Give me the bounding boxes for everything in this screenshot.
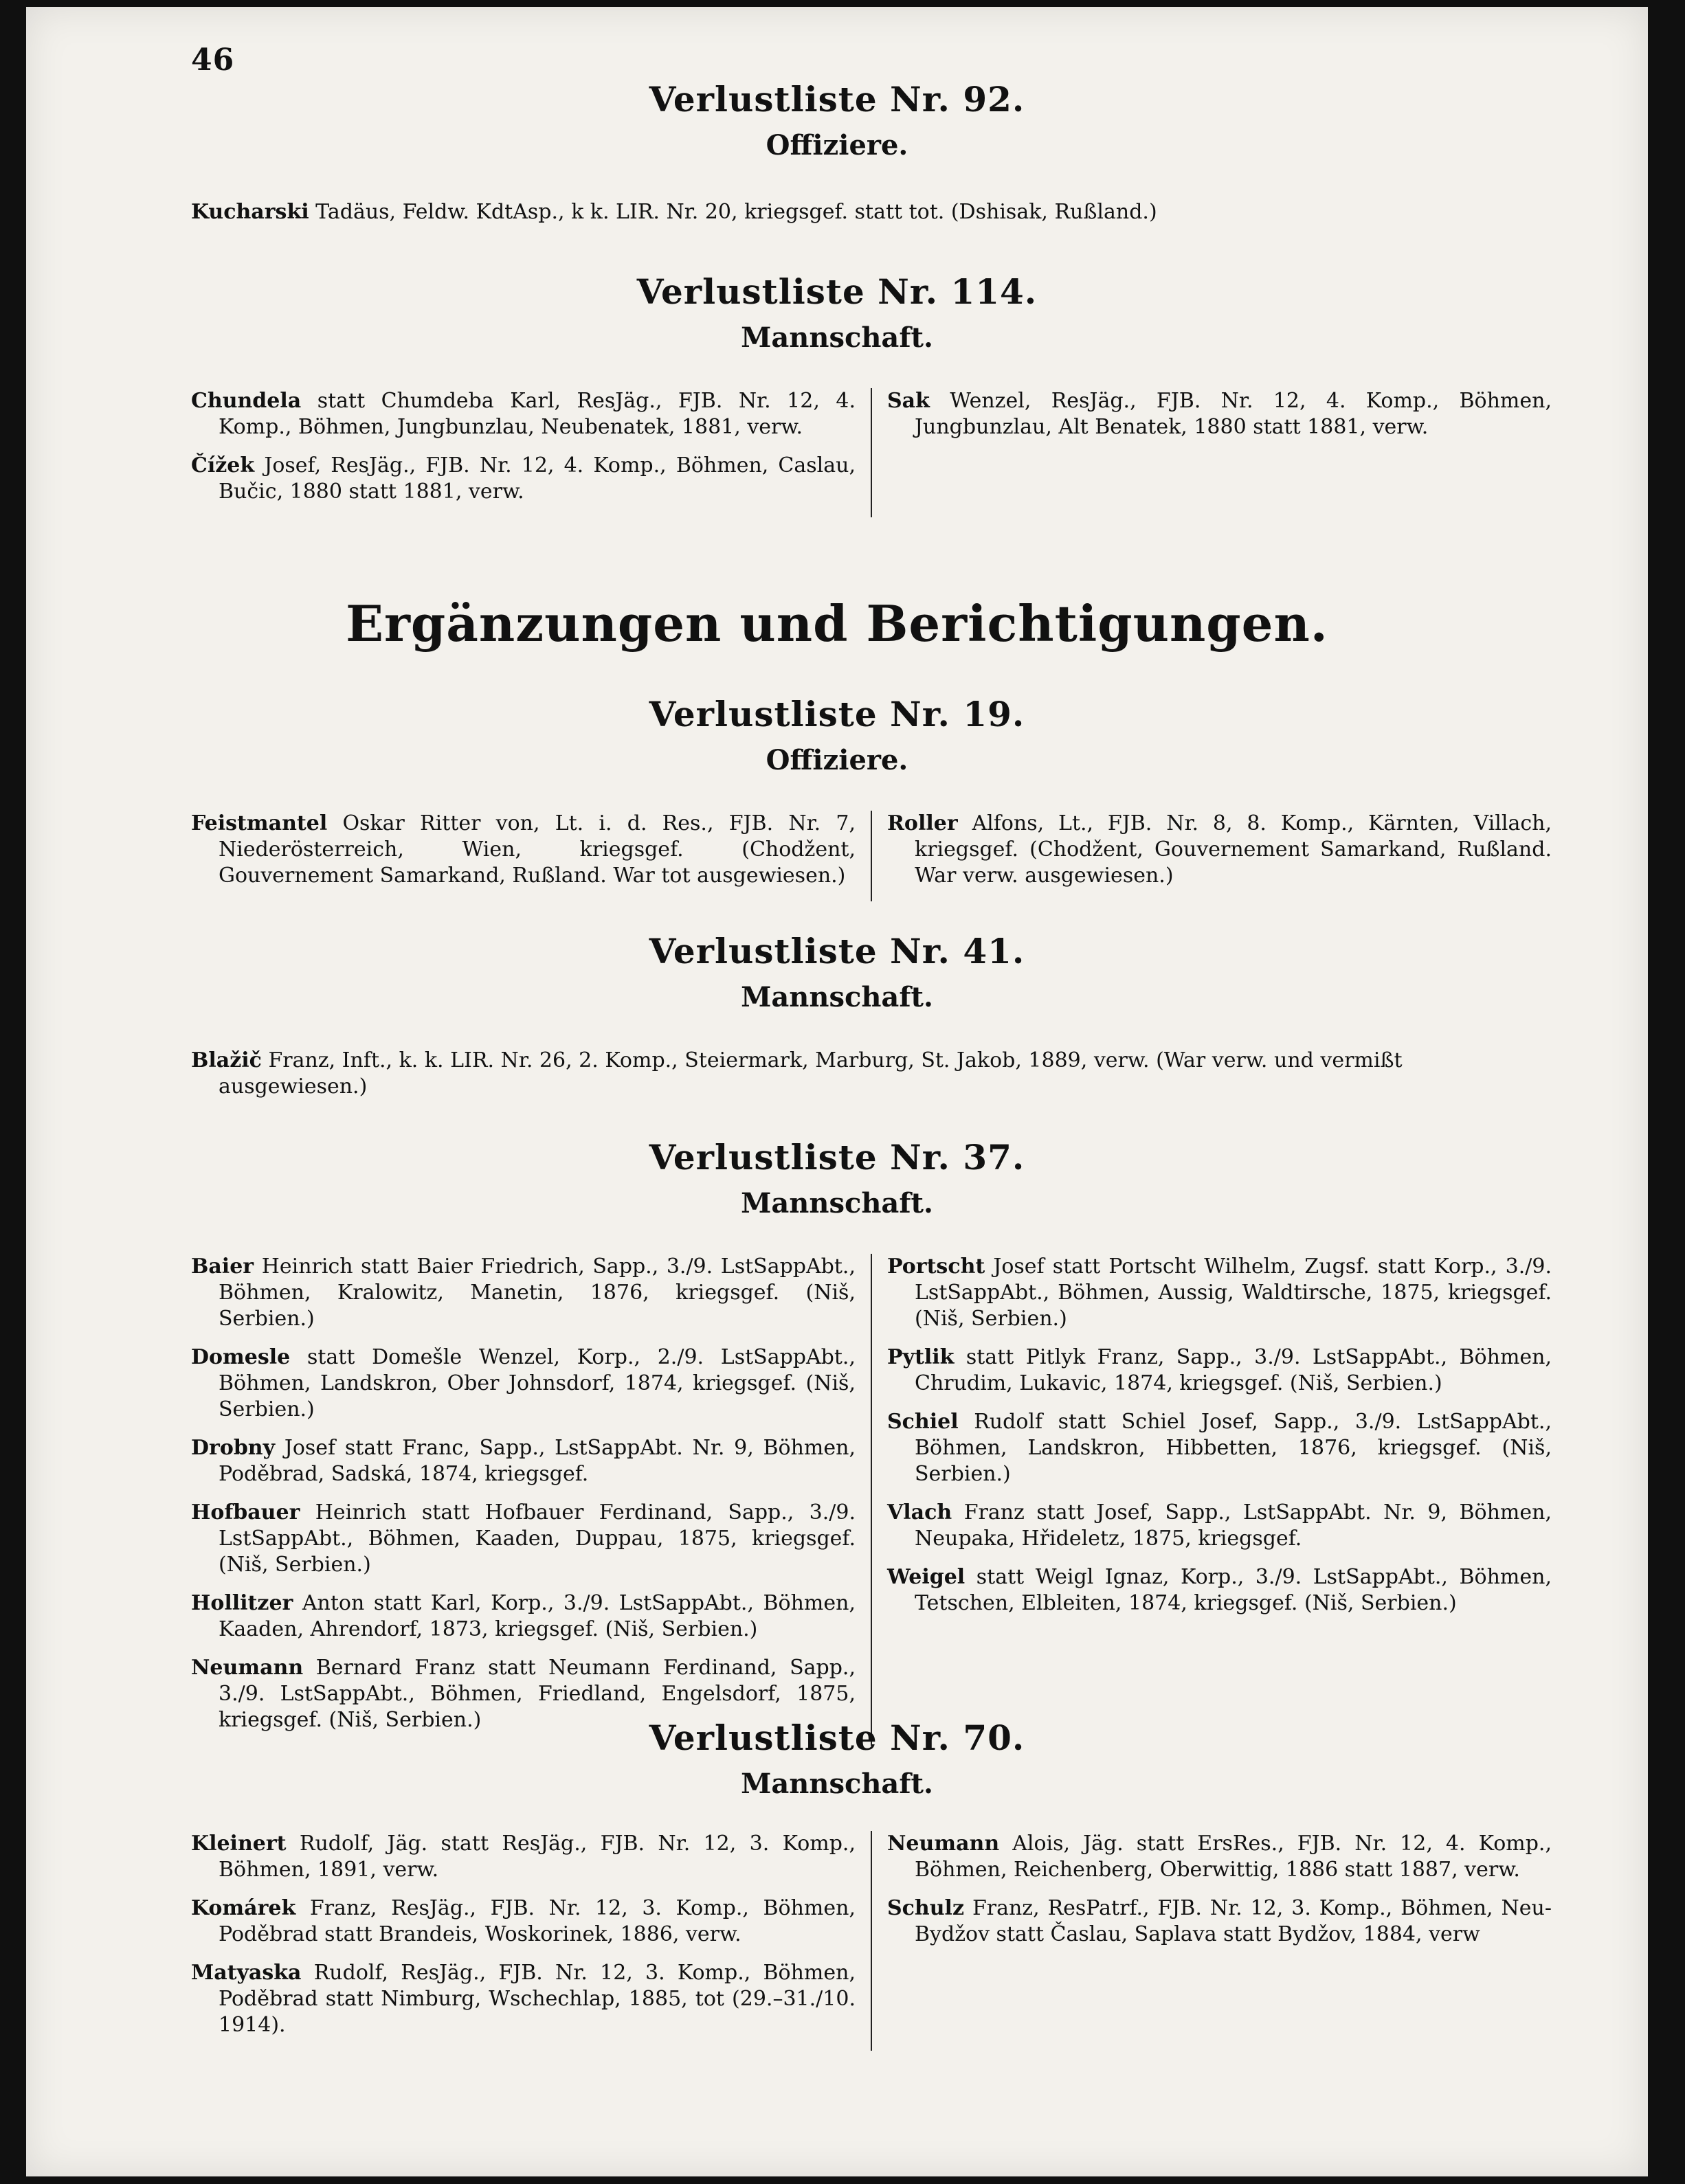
list-70-columns	[191, 1831, 1552, 2051]
entry-text: Wenzel, ResJäg., FJB. Nr. 12, 4. Komp., Böhmen, Jungbunzlau, Alt Benatek, 1880 statt 1881, verw.	[915, 389, 1552, 439]
list-item	[191, 1895, 856, 1948]
document-page	[26, 7, 1648, 2176]
list-item	[191, 1590, 856, 1643]
list-item	[887, 1344, 1552, 1397]
entry-text: Franz statt Josef, Sapp., LstSappAbt. Nr. 9, Böhmen, Neupaka, Hřideletz, 1875, kriegsgef.	[915, 1500, 1552, 1551]
left-column	[191, 811, 872, 901]
entry-name: Matyaska	[191, 1961, 302, 1985]
list-114-title: Verlustliste Nr. 114.	[636, 271, 1038, 312]
right-column	[872, 388, 1552, 517]
list-item	[887, 1831, 1552, 1883]
entry-name: Weigel	[887, 1565, 966, 1589]
list-70-section: Mannschaft.	[741, 1768, 933, 1800]
entry-name: Drobny	[191, 1436, 276, 1460]
list-92-header	[26, 79, 1648, 161]
list-item	[191, 199, 1552, 225]
entry-name: Baier	[191, 1254, 254, 1279]
list-item	[191, 811, 856, 889]
entry-text: Alois, Jäg. statt ErsRes., FJB. Nr. 12, 4. Komp., Böhmen, Reichenberg, Oberwittig, 1886 statt 1887, verw.	[915, 1832, 1552, 1882]
entry-name: Hollitzer	[191, 1591, 293, 1615]
main-title: Ergänzungen und Berichtigungen.	[346, 594, 1328, 653]
entry-text: Josef statt Portscht Wilhelm, Zugsf. statt Korp., 3./9. LstSappAbt., Böhmen, Aussig, Waldtirsche, 1875, kriegsgef. (Niš, Serbien.)	[915, 1254, 1552, 1331]
entry-text: Anton statt Karl, Korp., 3./9. LstSappAbt., Böhmen, Kaaden, Ahrendorf, 1873, kriegsgef. (Niš, Serbien.)	[219, 1591, 856, 1641]
page-number: 46	[191, 43, 235, 78]
list-37-header	[26, 1137, 1648, 1219]
entry-name: Portscht	[887, 1254, 985, 1279]
entry-text: Franz, ResJäg., FJB. Nr. 12, 3. Komp., Böhmen, Poděbrad statt Brandeis, Woskorinek, 1886, verw.	[219, 1896, 856, 1946]
list-item	[887, 1895, 1552, 1948]
list-70-header	[26, 1718, 1648, 1800]
entry-name: Schiel	[887, 1410, 959, 1434]
list-item	[191, 1344, 856, 1423]
entry-name: Neumann	[887, 1832, 1000, 1856]
entry-text: Josef statt Franc, Sapp., LstSappAbt. Nr. 9, Böhmen, Poděbrad, Sadská, 1874, kriegsgef.	[219, 1436, 856, 1486]
list-item	[887, 1409, 1552, 1487]
list-37-section: Mannschaft.	[741, 1187, 933, 1219]
entry-text: statt Chumdeba Karl, ResJäg., FJB. Nr. 12, 4. Komp., Böhmen, Jungbunzlau, Neubenatek, 1881, verw.	[219, 389, 856, 439]
entry-text: Rudolf, ResJäg., FJB. Nr. 12, 3. Komp., Böhmen, Poděbrad statt Nimburg, Wschechlap, 1885, tot (29.–31./10. 1914).	[219, 1961, 856, 2037]
entry-text: Alfons, Lt., FJB. Nr. 8, 8. Komp., Kärnten, Villach, kriegsgef. (Chodžent, Gouvernement Samarkand, Rußland. War verw. ausgewiesen.)	[915, 811, 1552, 888]
list-item	[191, 1500, 856, 1578]
entry-text: Oskar Ritter von, Lt. i. d. Res., FJB. Nr. 7, Niederösterreich, Wien, kriegsgef. (Chodžent, Gouvernement Samarkand, Rußland. War tot ausgewiesen.)	[219, 811, 856, 888]
entry-name: Hofbauer	[191, 1500, 300, 1524]
list-19-title: Verlustliste Nr. 19.	[649, 694, 1025, 734]
list-41-section: Mannschaft.	[741, 981, 933, 1013]
entry-name: Blažič	[191, 1048, 262, 1072]
entry-text: Franz, Inft., k. k. LIR. Nr. 26, 2. Komp., Steiermark, Marburg, St. Jakob, 1889, verw. (War verw. und vermißt ausgewiesen.)	[219, 1048, 1403, 1099]
list-114-section: Mannschaft.	[741, 322, 933, 354]
entry-text: statt Pitlyk Franz, Sapp., 3./9. LstSappAbt., Böhmen, Chrudim, Lukavic, 1874, kriegsgef. (Niš, Serbien.)	[915, 1345, 1552, 1395]
entry-text: Heinrich statt Hofbauer Ferdinand, Sapp., 3./9. LstSappAbt., Böhmen, Kaaden, Duppau, 1875, kriegsgef. (Niš, Serbien.)	[219, 1500, 856, 1577]
list-19-columns	[191, 811, 1552, 901]
list-item	[191, 1048, 1552, 1100]
entry-text: statt Weigl Ignaz, Korp., 3./9. LstSappAbt., Böhmen, Tetschen, Elbleiten, 1874, kriegsgef. (Niš, Serbien.)	[915, 1565, 1552, 1615]
entry-name: Feistmantel	[191, 811, 328, 835]
entry-name: Pytlik	[887, 1345, 955, 1369]
list-41-header	[26, 931, 1648, 1013]
entry-name: Komárek	[191, 1896, 296, 1920]
list-item	[887, 811, 1552, 889]
list-item	[191, 1831, 856, 1883]
entry-name: Domesle	[191, 1345, 291, 1369]
entry-text: Josef, ResJäg., FJB. Nr. 12, 4. Komp., Böhmen, Caslau, Bučic, 1880 statt 1881, verw.	[219, 453, 856, 504]
list-item	[887, 1254, 1552, 1332]
entry-text: Franz, ResPatrf., FJB. Nr. 12, 3. Komp., Böhmen, Neu-Bydžov statt Časlau, Saplava statt Bydžov, 1884, verw	[915, 1896, 1552, 1946]
entry-name: Schulz	[887, 1896, 964, 1920]
list-item	[191, 453, 856, 505]
list-41-entries	[191, 1048, 1552, 1112]
left-column	[191, 1831, 872, 2051]
right-column	[872, 1831, 1552, 2051]
entry-name: Neumann	[191, 1656, 304, 1680]
list-70-title: Verlustliste Nr. 70.	[649, 1718, 1025, 1758]
entry-name: Kucharski	[191, 200, 309, 224]
left-column	[191, 388, 872, 517]
entry-text: Heinrich statt Baier Friedrich, Sapp., 3./9. LstSappAbt., Böhmen, Kralowitz, Manetin, 1876, kriegsgef. (Niš, Serbien.)	[219, 1254, 856, 1331]
list-item	[191, 388, 856, 440]
list-item	[191, 1960, 856, 2038]
entry-name: Kleinert	[191, 1832, 287, 1856]
list-41-title: Verlustliste Nr. 41.	[649, 931, 1025, 971]
list-item	[887, 1564, 1552, 1617]
entry-name: Čížek	[191, 453, 255, 477]
list-37-title: Verlustliste Nr. 37.	[649, 1137, 1025, 1178]
entry-name: Vlach	[887, 1500, 952, 1524]
list-19-header	[26, 694, 1648, 776]
list-37-columns	[191, 1254, 1552, 1746]
list-item	[887, 1500, 1552, 1552]
entry-name: Sak	[887, 389, 930, 413]
right-column	[872, 811, 1552, 901]
entry-text: Rudolf statt Schiel Josef, Sapp., 3./9. LstSappAbt., Böhmen, Landskron, Hibbetten, 1876, kriegsgef. (Niš, Serbien.)	[915, 1410, 1552, 1486]
entry-name: Roller	[887, 811, 958, 835]
left-column	[191, 1254, 872, 1746]
list-item	[191, 1435, 856, 1487]
list-92-title: Verlustliste Nr. 92.	[649, 79, 1025, 120]
list-item	[191, 1254, 856, 1332]
entry-text: statt Domešle Wenzel, Korp., 2./9. LstSappAbt., Böhmen, Landskron, Ober Johnsdorf, 1874, kriegsgef. (Niš, Serbien.)	[219, 1345, 856, 1421]
entry-name: Chundela	[191, 389, 302, 413]
list-92-section: Offiziere.	[766, 129, 908, 161]
right-column	[872, 1254, 1552, 1746]
entry-text: Tadäus, Feldw. KdtAsp., k k. LIR. Nr. 20, kriegsgef. statt tot. (Dshisak, Rußland.)	[315, 200, 1157, 224]
list-114-columns	[191, 388, 1552, 517]
entry-text: Bernard Franz statt Neumann Ferdinand, Sapp., 3./9. LstSappAbt., Böhmen, Friedland, Engelsdorf, 1875, kriegsgef. (Niš, Serbien.)	[219, 1656, 856, 1732]
entry-text: Rudolf, Jäg. statt ResJäg., FJB. Nr. 12, 3. Komp., Böhmen, 1891, verw.	[219, 1832, 856, 1882]
list-item	[887, 388, 1552, 440]
list-19-section: Offiziere.	[766, 744, 908, 776]
list-92-entries	[191, 199, 1552, 238]
list-114-header	[26, 271, 1648, 354]
